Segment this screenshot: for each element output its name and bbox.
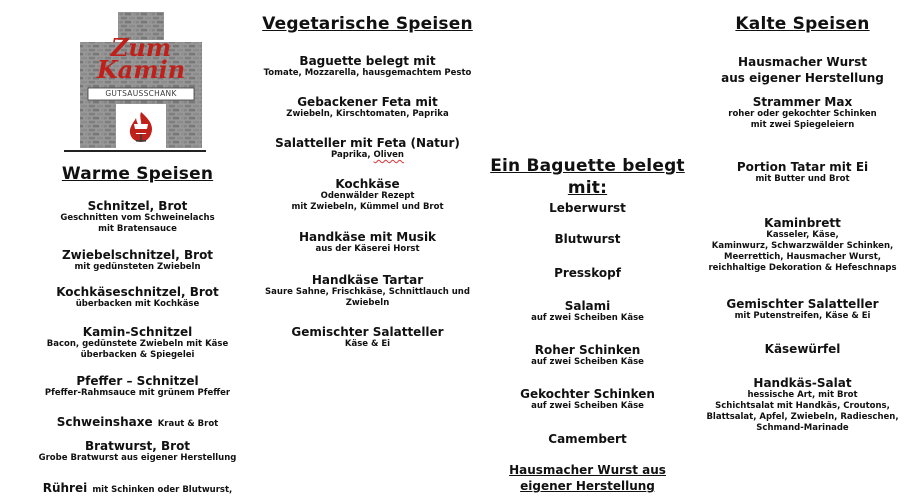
menu-item: Presskopf: [554, 266, 621, 280]
menu-item: Rührei mit Schinken oder Blutwurst,: [42, 481, 233, 495]
menu-item: Pfeffer – Schnitzel Pfeffer-Rahmsauce mit grünem Pfeffer: [44, 374, 231, 398]
menu-item: Baguette belegt mit Tomate, Mozzarella, hausgemachtem Pesto: [263, 54, 472, 78]
menu-item: Leberwurst: [549, 201, 626, 215]
menu-item: Portion Tatar mit Ei mit Butter und Brot: [736, 160, 869, 184]
menu-item: Camembert: [548, 432, 627, 446]
menu-item: Gekochter Schinken auf zwei Scheiben Käse: [520, 387, 655, 411]
menu-item: Käsewürfel: [764, 342, 841, 356]
menu-item: Gemischter Salatteller Käse & Ei: [291, 325, 444, 349]
menu-item: Handkäse mit Musik aus der Käserei Horst: [298, 230, 437, 254]
menu-item: Salatteller mit Feta (Natur) Paprika, Oliven: [275, 136, 460, 160]
menu-item: Hausmacher Wurst aus eigener Herstellung: [721, 55, 884, 85]
menu-item: Handkäs-Salat hessische Art, mit Brot Schichtsalat mit Handkäs, Croutons, Blattsalat, Apfel, Zwiebeln, Radieschen, Schmand-Marinade: [706, 376, 899, 433]
menu-item: Strammer Max roher oder gekochter Schinken mit zwei Spiegeleiern: [728, 95, 877, 130]
logo-banner-text: GUTSAUSSCHANK: [105, 89, 177, 98]
kalte-speisen-heading: Kalte Speisen: [735, 14, 870, 34]
menu-item: Gebackener Feta mit Zwiebeln, Kirschtomaten, Paprika: [286, 95, 449, 119]
baguette-heading: Ein Baguette belegt mit:: [490, 156, 685, 198]
menu-item: Salami auf zwei Scheiben Käse: [531, 299, 644, 323]
vegetarische-speisen-heading: Vegetarische Speisen: [262, 14, 473, 34]
menu-item: Gemischter Salatteller mit Putenstreifen, Käse & Ei: [726, 297, 879, 321]
menu-item: Kochkäseschnitzel, Brot überbacken mit Kochkäse: [56, 285, 219, 309]
logo-title-zum: Zum: [110, 33, 172, 62]
warme-speisen-heading: Warme Speisen: [61, 164, 214, 184]
menu-item: Zwiebelschnitzel, Brot mit gedünsteten Zwiebeln: [61, 248, 214, 272]
menu-item: Schweinshaxe Kraut & Brot: [56, 415, 219, 429]
menu-item: Roher Schinken auf zwei Scheiben Käse: [531, 343, 644, 367]
menu-item: Handkäse Tartar Saure Sahne, Frischkäse, Schnittlauch und Zwiebeln: [265, 273, 470, 308]
menu-item: Schnitzel, Brot Geschnitten vom Schweinelachs mit Bratensauce: [60, 199, 215, 234]
menu-item: Kochkäse Odenwälder Rezept mit Zwiebeln, Kümmel und Brot: [291, 177, 444, 212]
menu-item: Bratwurst, Brot Grobe Bratwurst aus eigener Herstellung: [38, 439, 237, 463]
menu-item: Kamin-Schnitzel Bacon, gedünstete Zwiebeln mit Käse überbacken & Spiegelei: [46, 325, 229, 360]
restaurant-logo: [72, 8, 210, 156]
logo-divider: [64, 150, 206, 152]
menu-item: Blutwurst: [554, 232, 621, 246]
baguette-footer: Hausmacher Wurst aus eigener Herstellung: [509, 463, 666, 493]
menu-item: Kaminbrett Kasseler, Käse, Kaminwurz, Schwarzwälder Schinken, Meerrettich, Hausmacher Wurst, reichhaltige Dekoration & Hefeschnaps: [708, 216, 897, 273]
logo-title-kamin: Kamin: [96, 55, 186, 84]
